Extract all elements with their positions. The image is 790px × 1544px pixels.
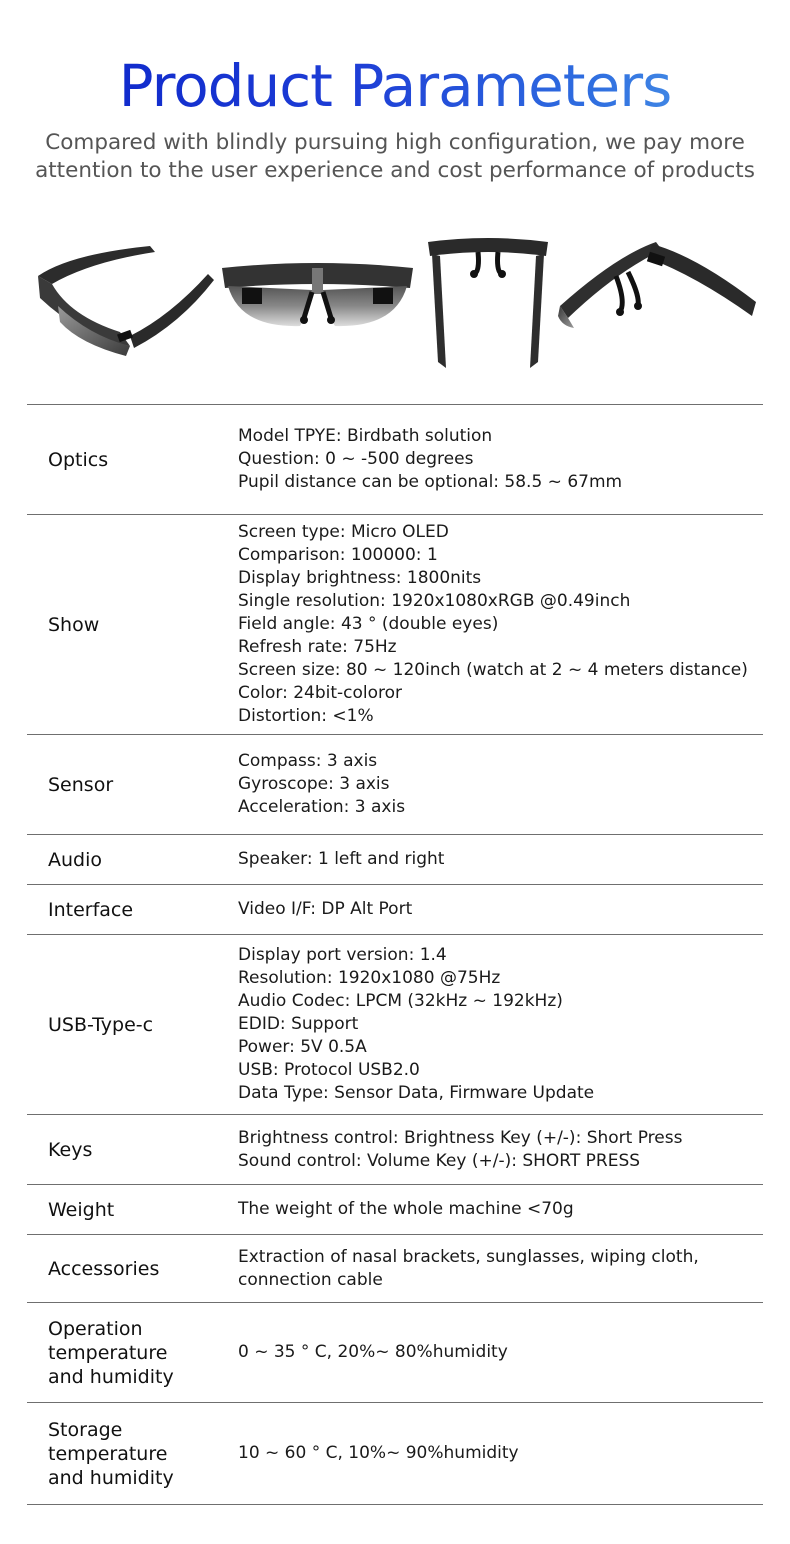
- spec-label-line: USB-Type-c: [48, 1013, 154, 1036]
- spec-label: [27, 1115, 238, 1185]
- product-image-strip: [0, 228, 790, 378]
- spec-label-line: Keys: [48, 1138, 93, 1161]
- spec-label: [27, 835, 238, 885]
- spec-value: [238, 885, 763, 935]
- spec-value-line: Single resolution: 1920x1080xRGB @0.49inch: [238, 591, 631, 611]
- subtitle-line: attention to the user experience and cost performance of products: [35, 158, 755, 183]
- spec-label: [27, 1303, 238, 1403]
- spec-value-line: Refresh rate: 75Hz: [238, 637, 397, 657]
- spec-value-line: Model TPYE: Birdbath solution: [238, 426, 493, 446]
- spec-label-line: Operation: [48, 1317, 143, 1340]
- spec-value-line: Compass: 3 axis: [238, 751, 378, 771]
- spec-value-line: connection cable: [238, 1269, 383, 1290]
- spec-label-line: temperature: [48, 1442, 168, 1465]
- spec-label: [27, 735, 238, 835]
- subtitle-line: Compared with blindly pursuing high configuration, we pay more: [45, 130, 745, 155]
- table-row: [27, 515, 763, 735]
- spec-value-line: Gyroscope: 3 axis: [238, 774, 390, 794]
- glasses-front-view: [220, 258, 415, 338]
- table-row: [27, 835, 763, 885]
- spec-value-line: Screen type: Micro OLED: [238, 522, 449, 542]
- spec-value-line: Power: 5V 0.5A: [238, 1037, 367, 1057]
- spec-label: [27, 885, 238, 935]
- spec-label: [27, 935, 238, 1115]
- spec-value: [238, 935, 763, 1115]
- spec-value-line: Field angle: 43 ° (double eyes): [238, 614, 499, 634]
- spec-value: [238, 1115, 763, 1185]
- spec-table: [27, 404, 763, 1505]
- spec-label: [27, 1235, 238, 1303]
- glasses-top-view: [424, 232, 552, 374]
- spec-value-line: Resolution: 1920x1080 @75Hz: [238, 968, 501, 988]
- spec-value-line: Speaker: 1 left and right: [238, 849, 445, 869]
- spec-value-line: Video I/F: DP Alt Port: [238, 899, 413, 919]
- spec-label-line: Interface: [48, 898, 134, 921]
- table-row: [27, 405, 763, 515]
- spec-label-line: Show: [48, 613, 100, 636]
- spec-value: [238, 1185, 763, 1235]
- spec-label: [27, 1403, 238, 1505]
- spec-value: [238, 405, 763, 515]
- spec-label-line: Weight: [48, 1198, 115, 1221]
- spec-value-line: Sound control: Volume Key (+/-): SHORT PRESS: [238, 1150, 641, 1171]
- spec-value: [238, 1303, 763, 1403]
- spec-label-line: and humidity: [48, 1365, 174, 1388]
- table-row: [27, 1185, 763, 1235]
- spec-value-line: Display port version: 1.4: [238, 945, 447, 965]
- spec-label-line: temperature: [48, 1341, 168, 1364]
- table-row: [27, 935, 763, 1115]
- spec-value: [238, 835, 763, 885]
- spec-value-line: EDID: Support: [238, 1014, 359, 1034]
- spec-label-line: Accessories: [48, 1257, 160, 1280]
- spec-label: [27, 405, 238, 515]
- table-row: [27, 735, 763, 835]
- page-title: Product Parameters: [0, 52, 790, 120]
- spec-label: [27, 515, 238, 735]
- spec-value: [238, 515, 763, 735]
- table-row: [27, 1403, 763, 1505]
- spec-label-line: and humidity: [48, 1466, 174, 1489]
- spec-value-line: Color: 24bit-coloror: [238, 683, 403, 703]
- spec-label: [27, 1185, 238, 1235]
- spec-value: [238, 1403, 763, 1505]
- spec-value-line: Acceleration: 3 axis: [238, 797, 406, 817]
- spec-label-line: Optics: [48, 448, 109, 471]
- glasses-side-view-right: [556, 236, 760, 366]
- spec-value-line: 10 ~ 60 ° C, 10%~ 90%humidity: [238, 1443, 519, 1463]
- spec-value-line: Extraction of nasal brackets, sunglasses, wiping cloth,: [238, 1246, 699, 1267]
- spec-value-line: Audio Codec: LPCM (32kHz ~ 192kHz): [238, 991, 563, 1011]
- spec-value: [238, 1235, 763, 1303]
- table-row: [27, 885, 763, 935]
- spec-value-line: Display brightness: 1800nits: [238, 568, 482, 588]
- spec-value-line: Screen size: 80 ~ 120inch (watch at 2 ~ 4 meters distance): [238, 660, 748, 680]
- spec-value-line: Data Type: Sensor Data, Firmware Update: [238, 1083, 595, 1103]
- spec-value: [238, 735, 763, 835]
- spec-value-line: The weight of the whole machine <70g: [238, 1199, 574, 1219]
- spec-label-line: Storage: [48, 1418, 123, 1441]
- spec-value-line: USB: Protocol USB2.0: [238, 1060, 420, 1080]
- table-row: [27, 1235, 763, 1303]
- spec-value-line: Distortion: <1%: [238, 706, 374, 726]
- table-row: [27, 1115, 763, 1185]
- spec-value-line: Question: 0 ~ -500 degrees: [238, 449, 474, 469]
- table-row: [27, 1303, 763, 1403]
- spec-label-line: Audio: [48, 848, 103, 871]
- spec-value-line: Pupil distance can be optional: 58.5 ~ 67mm: [238, 472, 623, 492]
- spec-value-line: 0 ~ 35 ° C, 20%~ 80%humidity: [238, 1342, 508, 1362]
- spec-label-line: Sensor: [48, 773, 114, 796]
- spec-value-line: Comparison: 100000: 1: [238, 545, 438, 565]
- glasses-side-view-left: [30, 236, 220, 366]
- spec-value-line: Brightness control: Brightness Key (+/-): Short Press: [238, 1127, 683, 1148]
- page-subtitle: [30, 129, 760, 185]
